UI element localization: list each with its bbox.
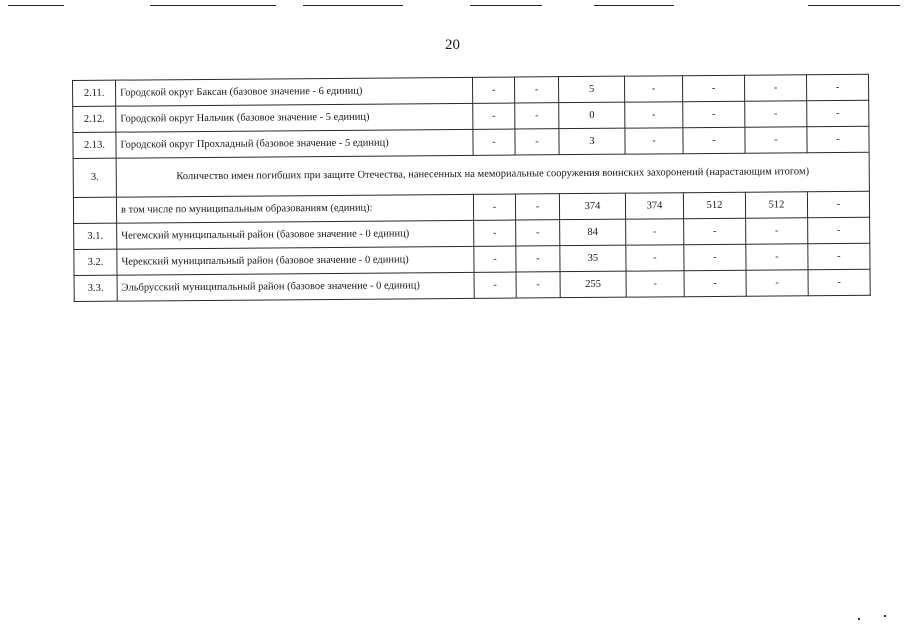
row-number-cell: 3.3. xyxy=(74,275,117,301)
value-cell: 374 xyxy=(559,193,625,220)
row-number-cell: 3.1. xyxy=(74,223,117,249)
value-cell: - xyxy=(683,127,745,153)
row-number-cell: 2.12. xyxy=(73,106,116,132)
value-cell: 35 xyxy=(560,245,626,272)
value-cell: - xyxy=(514,77,558,103)
header-rule xyxy=(8,5,64,6)
header-rule xyxy=(303,5,403,6)
row-name-cell: Городской округ Нальчик (базовое значение - 5 единиц) xyxy=(116,103,473,132)
header-rule xyxy=(150,5,276,6)
value-cell: - xyxy=(474,220,516,246)
value-cell: - xyxy=(473,103,515,129)
value-cell: - xyxy=(744,75,806,101)
value-cell: - xyxy=(472,77,514,103)
value-cell: - xyxy=(684,218,746,244)
value-cell: - xyxy=(474,272,516,298)
value-cell: 84 xyxy=(560,219,626,246)
value-cell: - xyxy=(682,75,744,101)
table-section-row xyxy=(73,152,869,197)
value-cell: - xyxy=(516,246,560,272)
row-name-cell: Эльбрусский муниципальный район (базовое значение - 0 единиц) xyxy=(117,272,474,301)
value-cell: - xyxy=(473,194,515,220)
value-cell: - xyxy=(515,194,559,220)
row-number-cell: 2.11. xyxy=(73,80,116,106)
header-rule xyxy=(594,5,674,6)
value-cell: - xyxy=(807,100,869,126)
value-cell: - xyxy=(626,271,684,297)
row-name-cell: Чегемский муниципальный район (базовое значение - 0 единиц) xyxy=(117,220,474,249)
row-number-cell: 3.2. xyxy=(74,249,117,275)
table-row xyxy=(74,269,870,301)
row-name-cell: в том числе по муниципальным образованиям (единиц): xyxy=(116,194,473,223)
value-cell: - xyxy=(515,103,559,129)
table-body xyxy=(73,74,871,301)
value-cell: 255 xyxy=(560,271,626,298)
value-cell: - xyxy=(807,126,869,152)
value-cell: - xyxy=(684,270,746,296)
value-cell: - xyxy=(807,191,869,217)
value-cell: - xyxy=(474,246,516,272)
value-cell: - xyxy=(624,76,682,102)
value-cell: - xyxy=(473,129,515,155)
value-cell: - xyxy=(683,101,745,127)
row-number-cell: 2.13. xyxy=(73,132,116,158)
value-cell: 512 xyxy=(683,192,745,218)
section-title-cell: Количество имен погибших при защите Отечества, нанесенных на мемориальные сооружения воинских захоронений (нарастающим итогом) xyxy=(116,152,869,197)
page-number: 20 xyxy=(445,37,460,53)
row-name-cell: Городской округ Прохладный (базовое значение - 5 единиц) xyxy=(116,129,473,158)
value-cell: - xyxy=(808,269,870,295)
data-table-wrapper xyxy=(72,74,870,302)
value-cell: - xyxy=(516,220,560,246)
value-cell: - xyxy=(684,244,746,270)
value-cell: - xyxy=(746,218,808,244)
value-cell: - xyxy=(808,243,870,269)
value-cell: - xyxy=(626,219,684,245)
value-cell: - xyxy=(745,127,807,153)
value-cell: - xyxy=(516,272,560,298)
value-cell: - xyxy=(745,101,807,127)
value-cell: - xyxy=(806,74,868,100)
value-cell: - xyxy=(626,245,684,271)
row-number-cell: 3. xyxy=(73,158,116,197)
value-cell: 374 xyxy=(625,193,683,219)
scan-speck xyxy=(858,618,860,620)
value-cell: - xyxy=(625,102,683,128)
value-cell: 0 xyxy=(559,102,625,129)
value-cell: - xyxy=(625,128,683,154)
data-table xyxy=(72,74,871,302)
value-cell: 5 xyxy=(558,76,624,103)
header-rule xyxy=(470,5,542,6)
value-cell: - xyxy=(515,129,559,155)
scan-speck xyxy=(884,615,886,617)
value-cell: - xyxy=(808,217,870,243)
value-cell: - xyxy=(746,244,808,270)
value-cell: 3 xyxy=(559,128,625,155)
header-rule xyxy=(808,5,900,6)
value-cell: 512 xyxy=(745,192,807,218)
value-cell: - xyxy=(746,270,808,296)
row-name-cell: Городской округ Баксан (базовое значение - 6 единиц) xyxy=(116,77,473,106)
row-name-cell: Черекский муниципальный район (базовое значение - 0 единиц) xyxy=(117,246,474,275)
row-number-cell xyxy=(73,197,116,223)
